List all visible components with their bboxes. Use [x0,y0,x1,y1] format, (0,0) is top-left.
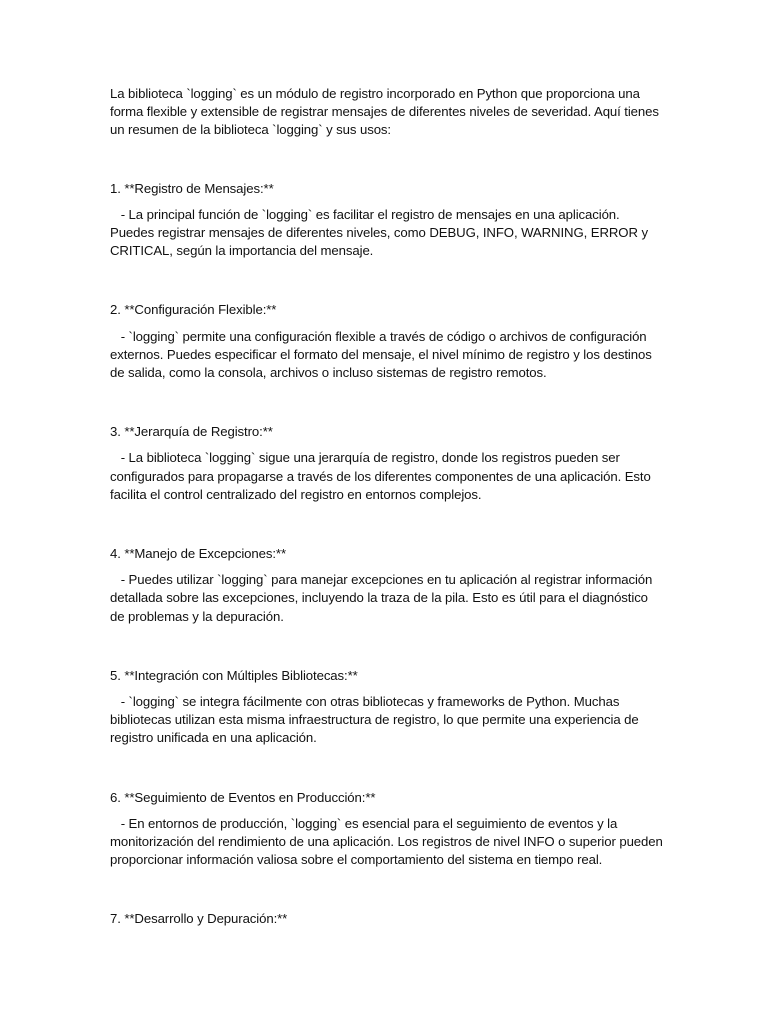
section-body: - En entornos de producción, `logging` es esencial para el seguimiento de eventos y la monitorización del rendimiento de una aplicación. Los registros de nivel INFO o superior pueden proporcionar información valiosa sobre el comportamiento del sistema en tiempo real. [110,815,667,868]
section-integracion-bibliotecas [110,667,663,748]
section-body: - `logging` permite una configuración flexible a través de código o archivos de configuración externos. Puedes especificar el formato del mensaje, el nivel mínimo de registro y los destinos de salida, como la consola, archivos o incluso sistemas de registro remotos. [110,328,656,381]
section-heading: 3. **Jerarquía de Registro:** [110,424,273,440]
section-heading: 4. **Manejo de Excepciones:** [110,546,286,562]
section-seguimiento-eventos [110,789,667,870]
section-jerarquia-registro [110,423,663,504]
intro-paragraph: La biblioteca `logging` es un módulo de registro incorporado en Python que proporciona una forma flexible y extensible de registrar mensajes de diferentes niveles de severidad. Aquí tienes un resumen de la biblioteca `logging` y sus usos: [110,86,663,138]
section-body: - La biblioteca `logging` sigue una jerarquía de registro, donde los registros pueden ser configurados para propagarse a través de los diferentes componentes de una aplicación. Esto facilita el control centralizado del registro en entornos complejos. [110,450,655,502]
section-heading: 1. **Registro de Mensajes:** [110,180,274,196]
section-body: - Puedes utilizar `logging` para manejar excepciones en tu aplicación al registrar información detallada sobre las excepciones, incluyendo la traza de la pila. Esto es útil para el diagnóstico de problemas y la depuración. [110,572,656,624]
section-registro-mensajes [110,180,663,261]
section-manejo-excepciones [110,545,663,626]
section-desarrollo-depuracion [110,910,663,928]
section-heading: 2. **Configuración Flexible:** [110,302,277,318]
section-body: - La principal función de `logging` es facilitar el registro de mensajes en una aplicación. Puedes registrar mensajes de diferentes niveles, como DEBUG, INFO, WARNING, ERROR y CRITICAL, según la importancia del mensaje. [110,206,652,259]
section-heading: 6. **Seguimiento de Eventos en Producción:** [110,789,376,805]
section-body: - `logging` se integra fácilmente con otras bibliotecas y frameworks de Python. Muchas bibliotecas utilizan esta misma infraestructura de registro, lo que permite una experiencia de registro unificada en una aplicación. [110,694,643,746]
section-heading: 7. **Desarrollo y Depuración:** [110,911,288,927]
section-configuracion-flexible [110,301,663,382]
section-heading: 5. **Integración con Múltiples Bibliotecas:** [110,667,358,683]
